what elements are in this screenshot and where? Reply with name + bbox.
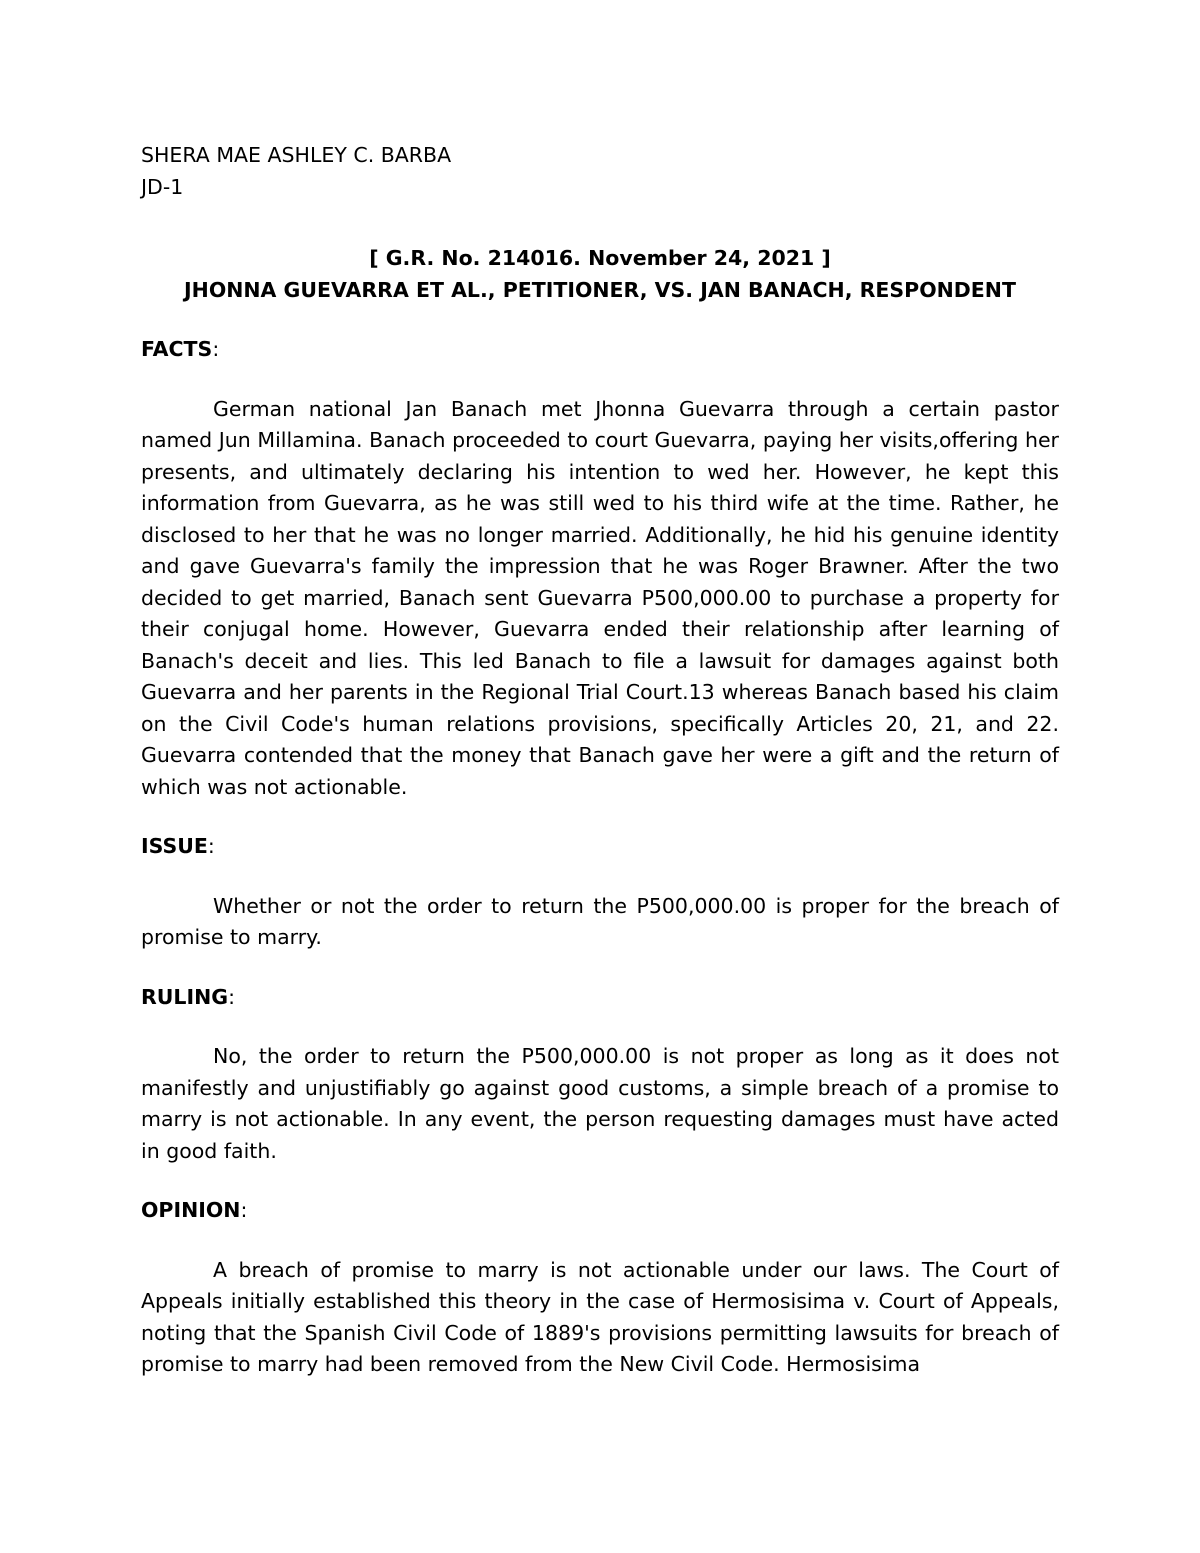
year-level: JD-1 bbox=[141, 174, 184, 199]
case-citation: [ G.R. No. 214016. November 24, 2021 ] bbox=[369, 246, 831, 270]
issue-heading-label: ISSUE bbox=[141, 834, 208, 858]
opinion-heading-label: OPINION bbox=[141, 1198, 241, 1222]
issue-body: Whether or not the order to return the P500,000.00 is proper for the breach of promise to marry. bbox=[141, 893, 1059, 949]
facts-heading: FACTS: bbox=[141, 337, 220, 361]
facts-heading-label: FACTS bbox=[141, 337, 213, 361]
case-title bbox=[141, 243, 1059, 306]
ruling-heading: RULING: bbox=[141, 984, 236, 1009]
ruling-body: No, the order to return the P500,000.00 is not proper as long as it does not manifestly and unjustifiably go against good customs, a simple breach of a promise to marry is not actionable. In any event, the person requesting damages must have acted in good faith. bbox=[141, 1044, 1059, 1163]
document-page bbox=[141, 140, 1059, 1381]
facts-body: German national Jan Banach met Jhonna Guevarra through a certain pastor named Jun Millamina. Banach proceeded to court Guevarra, paying her visits,offering her presents, and ultimately declaring his intention to wed her. However, he kept this information from Guevarra, as he was still wed to his third wife at the time. Rather, he disclosed to her that he was no longer married. Additionally, he hid his genuine identity and gave Guevarra's family the impression that he was Roger Brawner. After the two decided to get married, Banach sent Guevarra P500,000.00 to purchase a property for their conjugal home. However, Guevarra ended their relationship after learning of Banach's deceit and lies. This led Banach to file a lawsuit for damages against both Guevarra and her parents in the Regional Trial Court.13 whereas Banach based his claim on the Civil Code's human relations provisions, specifically Articles 20, 21, and 22. Guevarra contended that the money that Banach gave her were a gift and the return of which was not actionable. bbox=[141, 396, 1059, 799]
opinion-heading: OPINION: bbox=[141, 1198, 248, 1222]
ruling-heading-label: RULING bbox=[141, 984, 229, 1009]
case-parties: JHONNA GUEVARRA ET AL., PETITIONER, VS. JAN BANACH, RESPONDENT bbox=[184, 277, 1016, 302]
author-name: SHERA MAE ASHLEY C. BARBA bbox=[141, 143, 452, 167]
issue-heading: ISSUE: bbox=[141, 834, 215, 858]
opinion-body: A breach of promise to marry is not actionable under our laws. The Court of Appeals initially established this theory in the case of Hermosisima v. Court of Appeals, noting that the Spanish Civil Code of 1889's provisions permitting lawsuits for breach of promise to marry had been removed from the New Civil Code. Hermosisima bbox=[141, 1257, 1059, 1376]
